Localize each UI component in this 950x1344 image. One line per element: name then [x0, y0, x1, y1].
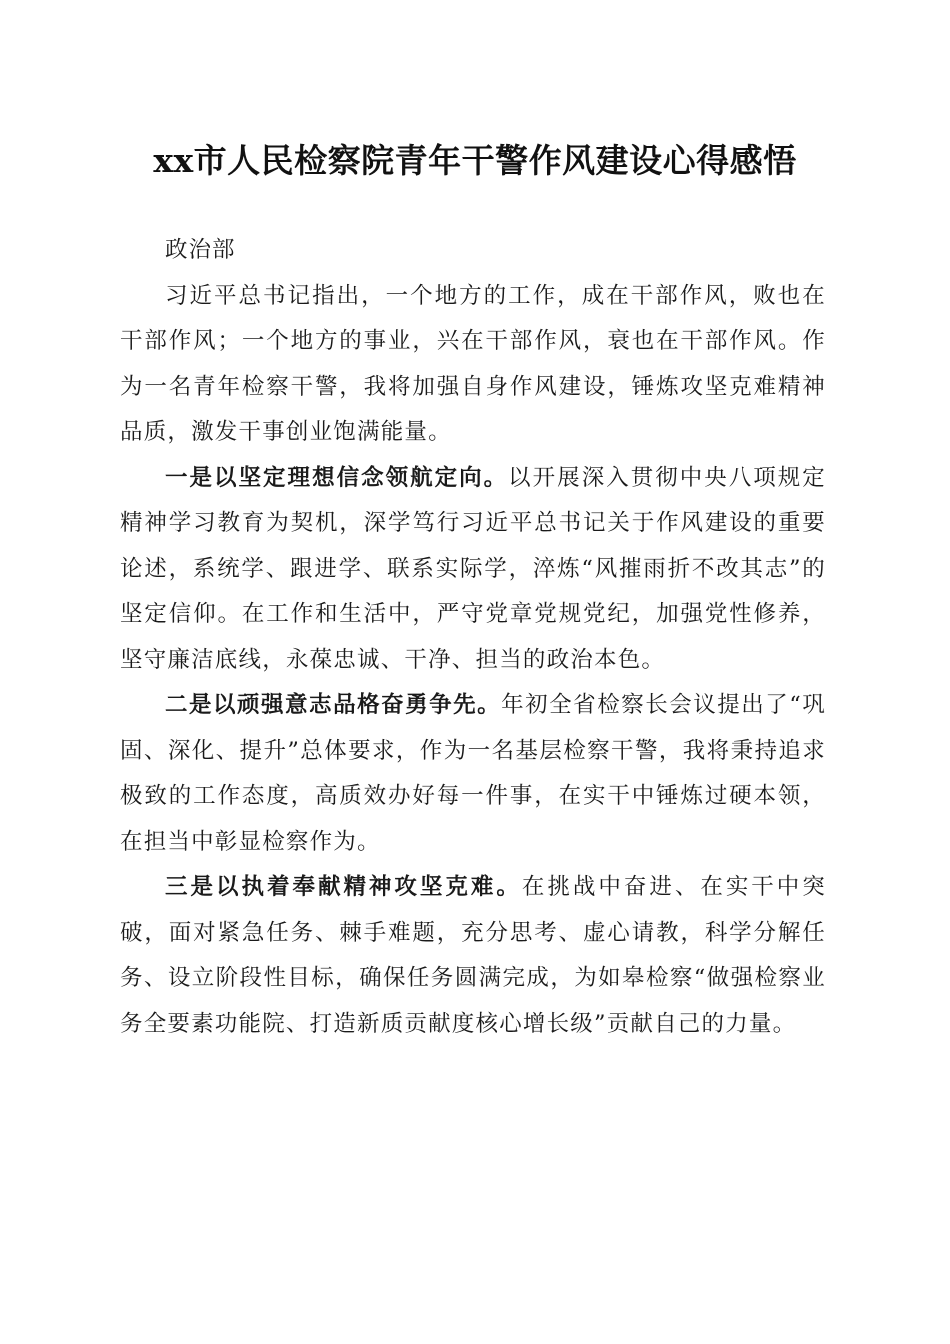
department-line: 政治部 [165, 237, 236, 263]
document-title: xx市人民检察院青年干警作风建设心得感悟 [153, 141, 797, 180]
paragraph-text: 以开展深入贯彻中央八项规定精神学习教育为契机，深学笃行习近平总书记关于作风建设的重要论述，系统学、跟进学、联系实际学，淬炼“风摧雨折不改其志”的坚定信仰。在工作和生活中，严守党章党规党纪，加强党性修养，坚守廉洁底线，永葆忠诚、干净、担当的政治本色。 [120, 464, 826, 673]
paragraph-lead: 二是以顽强意志品格奋勇争先。 [165, 692, 502, 718]
paragraph-lead: 一是以坚定理想信念领航定向。 [165, 464, 509, 491]
paragraph-point-three [120, 865, 826, 1047]
paragraph-text: 习近平总书记指出，一个地方的工作，成在干部作风，败也在干部作风；一个地方的事业，兴在干部作风，衰也在干部作风。作为一名青年检察干警，我将加强自身作风建设，锤炼攻坚克难精神品质，激发干事创业饱满能量。 [120, 282, 826, 445]
paragraph-intro [120, 274, 826, 456]
document-body [120, 228, 826, 1047]
paragraph-point-two [120, 683, 826, 865]
paragraph-point-one [120, 456, 826, 684]
paragraph-text: 年初全省检察长会议提出了“巩固、深化、提升”总体要求，作为一名基层检察干警，我将秉持追求极致的工作态度，高质效办好每一件事，在实干中锤炼过硬本领，在担当中彰显检察作为。 [120, 692, 826, 855]
paragraph-lead: 三是以执着奉献精神攻坚克难。 [165, 874, 522, 900]
paragraph-text: 在挑战中奋进、在实干中突破，面对紧急任务、棘手难题，充分思考、虚心请教，科学分解任务、设立阶段性目标，确保任务圆满完成，为如皋检察“做强检察业务全要素功能院、打造新质贡献度核心增长级”贡献自己的力量。 [120, 874, 826, 1037]
